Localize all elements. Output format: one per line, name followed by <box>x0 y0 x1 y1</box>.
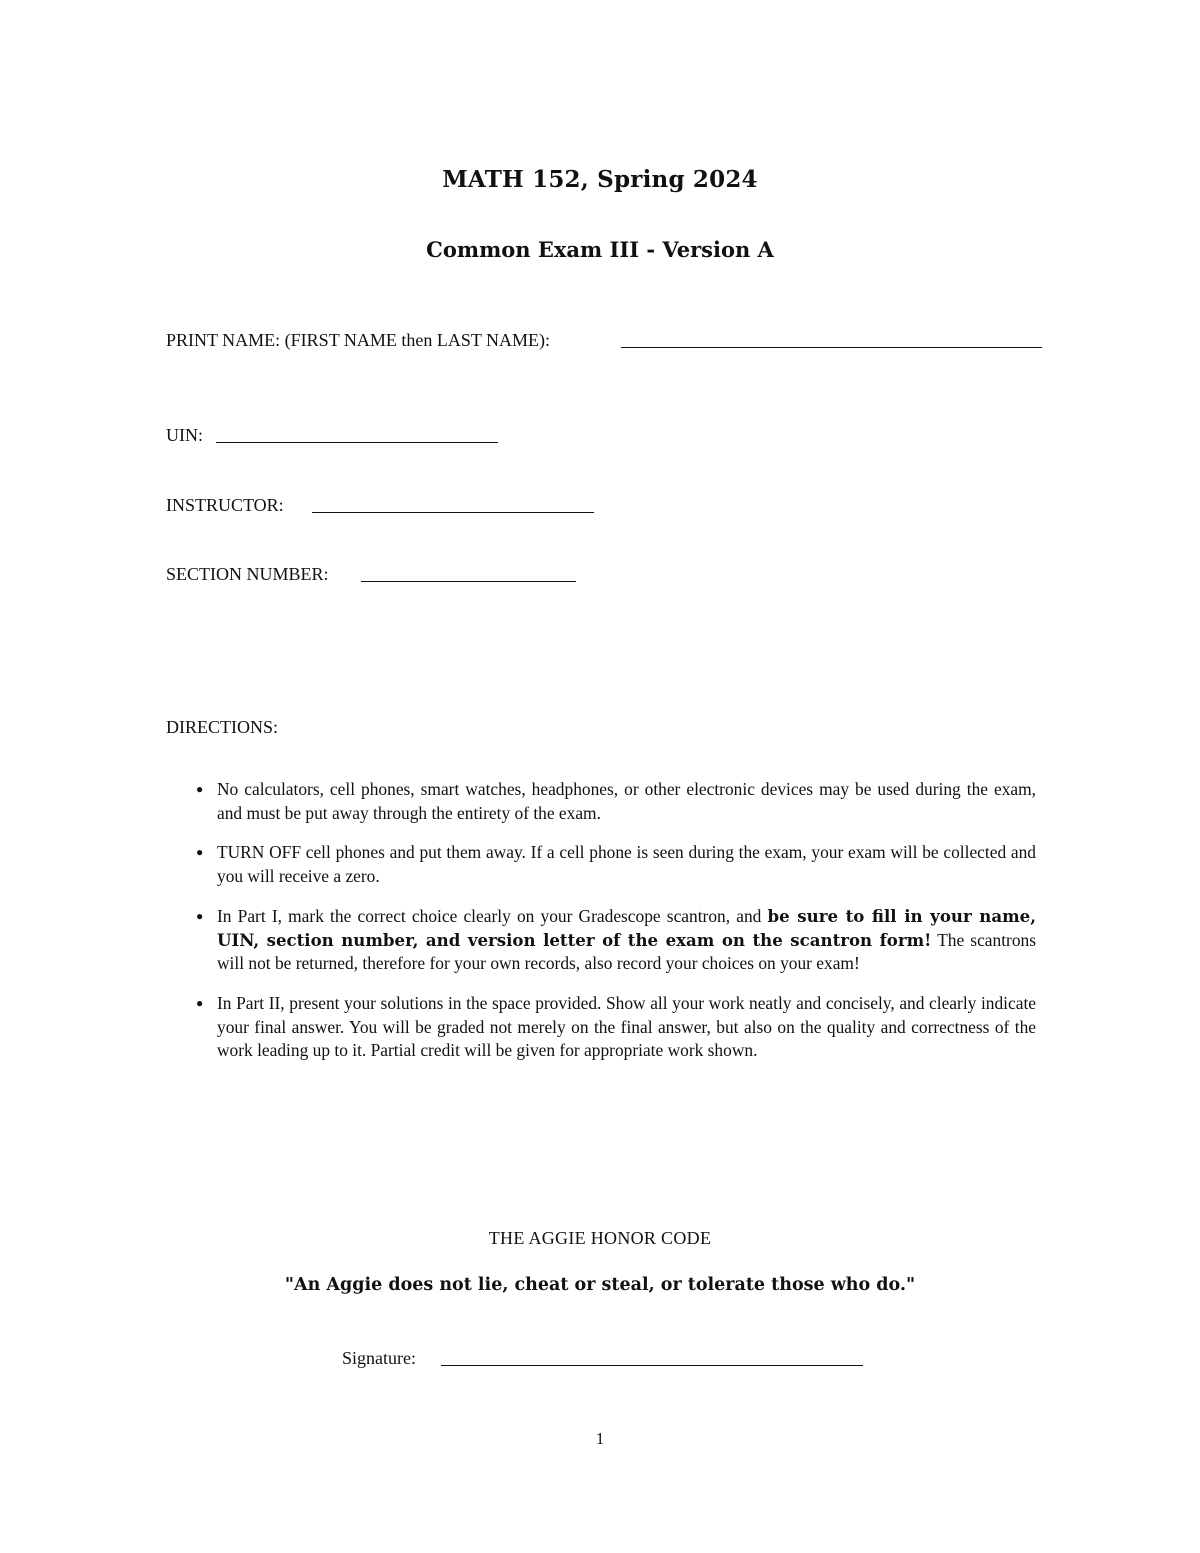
bullet-icon: ● <box>196 995 204 1010</box>
direction-text: No calculators, cell phones, smart watches, headphones, or other electronic devices may be used during the exam, and must be put away through the entirety of the exam. <box>217 779 1036 823</box>
print-name-field[interactable] <box>621 347 1042 348</box>
bullet-icon: ● <box>196 845 204 860</box>
uin-label: UIN: <box>166 425 203 445</box>
exam-title: Common Exam III - Version A <box>426 237 774 262</box>
direction-text: The scantrons will not be returned, therefore for your own records, also record your choices on your exam! <box>217 929 1036 974</box>
course-title: MATH 152, Spring 2024 <box>442 166 758 193</box>
directions-heading: DIRECTIONS: <box>166 717 278 737</box>
direction-item <box>196 778 1036 825</box>
direction-item <box>196 992 1036 1063</box>
bullet-icon: ● <box>196 782 204 796</box>
signature-label: Signature: <box>342 1348 416 1368</box>
direction-text: In Part II, present your solutions in the space provided. Show all your work neatly and concisely, and clearly indicate your final answer. You will be graded not merely on the final answer, but also on the quality and correctness of the work leading up to it. Partial credit will be given for appropriate work shown. <box>217 992 1036 1061</box>
instructor-label: INSTRUCTOR: <box>166 495 284 515</box>
section-number-field[interactable] <box>361 581 576 582</box>
directions-list <box>196 778 1036 1079</box>
direction-text: TURN OFF cell phones and put them away. If a cell phone is seen during the exam, your exam will be collected and you will receive a zero. <box>217 842 1036 887</box>
direction-item <box>196 841 1036 888</box>
page-number: 1 <box>595 1429 605 1448</box>
signature-field[interactable] <box>441 1365 863 1366</box>
uin-field[interactable] <box>216 442 498 443</box>
instructor-field[interactable] <box>312 512 594 513</box>
direction-text: In Part I, mark the correct choice clearly on your Gradescope scantron, and <box>217 905 768 926</box>
print-name-label: PRINT NAME: (FIRST NAME then LAST NAME): <box>166 330 551 350</box>
section-number-label: SECTION NUMBER: <box>166 564 329 584</box>
direction-emphasis: be sure to fill in your name, UIN, section number, and version letter of the exam on the scantron form! <box>217 905 1037 950</box>
honor-code-title: THE AGGIE HONOR CODE <box>488 1228 712 1248</box>
bullet-icon: ● <box>196 908 204 923</box>
direction-item <box>196 905 1036 976</box>
honor-code-quote: "An Aggie does not lie, cheat or steal, or tolerate those who do." <box>284 1275 916 1295</box>
